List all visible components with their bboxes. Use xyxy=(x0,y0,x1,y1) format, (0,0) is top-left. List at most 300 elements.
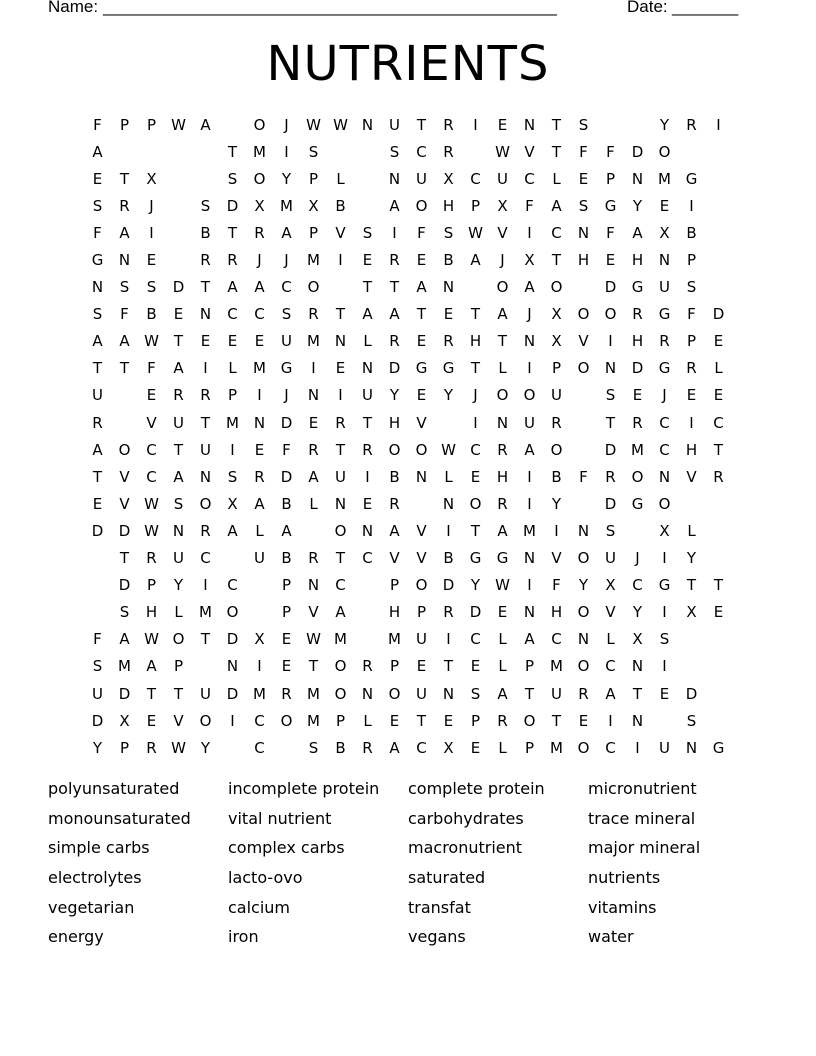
grid-letter[interactable]: A xyxy=(335,603,346,622)
grid-letter[interactable]: V xyxy=(146,413,157,432)
grid-letter[interactable]: R xyxy=(632,305,643,324)
grid-letter[interactable]: R xyxy=(497,494,508,513)
grid-letter[interactable]: R xyxy=(497,711,508,730)
name-blank-line[interactable]: ________________________________________________ xyxy=(103,0,557,16)
grid-letter[interactable]: T xyxy=(119,359,130,378)
grid-letter[interactable]: A xyxy=(254,494,265,513)
grid-letter[interactable]: F xyxy=(93,630,102,649)
grid-letter[interactable]: D xyxy=(388,359,401,378)
grid-letter[interactable]: M xyxy=(550,657,563,676)
grid-letter[interactable]: L xyxy=(255,521,264,540)
grid-letter[interactable] xyxy=(84,572,111,599)
grid-letter[interactable]: F xyxy=(282,440,291,459)
grid-letter[interactable] xyxy=(678,138,705,165)
grid-letter[interactable]: O xyxy=(496,278,509,297)
grid-letter[interactable]: P xyxy=(389,657,400,676)
grid-letter[interactable]: L xyxy=(714,359,723,378)
grid-letter[interactable]: I xyxy=(473,115,478,134)
grid-letter[interactable]: F xyxy=(417,223,426,242)
grid-letter[interactable]: S xyxy=(686,278,697,297)
grid-letter[interactable]: R xyxy=(389,251,400,270)
grid-letter[interactable]: N xyxy=(361,359,374,378)
grid-letter[interactable]: I xyxy=(446,521,451,540)
grid-letter[interactable]: N xyxy=(442,494,455,513)
grid-letter[interactable]: I xyxy=(149,223,154,242)
grid-letter[interactable]: R xyxy=(200,386,211,405)
grid-letter[interactable]: O xyxy=(577,359,590,378)
grid-letter[interactable] xyxy=(219,111,246,138)
grid-letter[interactable]: A xyxy=(173,467,184,486)
grid-letter[interactable]: N xyxy=(523,549,536,568)
grid-letter[interactable]: G xyxy=(442,359,455,378)
grid-letter[interactable]: E xyxy=(578,169,589,188)
grid-letter[interactable]: M xyxy=(307,684,320,703)
grid-letter[interactable]: A xyxy=(497,305,508,324)
grid-letter[interactable]: R xyxy=(659,332,670,351)
grid-letter[interactable]: A xyxy=(173,359,184,378)
grid-letter[interactable]: A xyxy=(389,738,400,757)
grid-letter[interactable]: E xyxy=(497,115,508,134)
grid-letter[interactable]: L xyxy=(336,169,345,188)
grid-letter[interactable]: I xyxy=(635,738,640,757)
grid-letter[interactable] xyxy=(570,490,597,517)
grid-letter[interactable] xyxy=(570,382,597,409)
grid-letter[interactable]: E xyxy=(470,738,481,757)
grid-letter[interactable]: H xyxy=(685,440,698,459)
grid-letter[interactable]: O xyxy=(253,115,266,134)
grid-letter[interactable]: E xyxy=(416,386,427,405)
grid-letter[interactable]: C xyxy=(362,549,373,568)
grid-letter[interactable]: D xyxy=(604,278,617,297)
grid-letter[interactable]: J xyxy=(149,196,154,215)
grid-letter[interactable] xyxy=(165,138,192,165)
grid-letter[interactable]: Y xyxy=(443,386,454,405)
grid-letter[interactable] xyxy=(354,165,381,192)
grid-letter[interactable]: O xyxy=(631,467,644,486)
grid-letter[interactable]: T xyxy=(416,711,427,730)
grid-letter[interactable]: T xyxy=(335,549,346,568)
grid-letter[interactable]: O xyxy=(523,711,536,730)
grid-letter[interactable]: X xyxy=(659,223,670,242)
grid-letter[interactable]: I xyxy=(527,223,532,242)
grid-letter[interactable]: P xyxy=(524,657,535,676)
grid-letter[interactable] xyxy=(273,734,300,761)
grid-letter[interactable]: O xyxy=(307,278,320,297)
grid-letter[interactable]: M xyxy=(334,630,347,649)
grid-letter[interactable]: M xyxy=(280,196,293,215)
grid-letter[interactable]: M xyxy=(307,711,320,730)
grid-letter[interactable]: G xyxy=(280,359,293,378)
grid-letter[interactable]: F xyxy=(687,305,696,324)
grid-letter[interactable] xyxy=(354,572,381,599)
grid-letter[interactable]: U xyxy=(389,115,400,134)
grid-letter[interactable]: A xyxy=(146,657,157,676)
grid-letter[interactable]: N xyxy=(442,278,455,297)
grid-letter[interactable]: T xyxy=(416,115,427,134)
grid-letter[interactable] xyxy=(705,517,732,544)
grid-letter[interactable]: U xyxy=(659,278,670,297)
grid-letter[interactable]: O xyxy=(577,738,590,757)
grid-letter[interactable]: C xyxy=(254,305,265,324)
grid-letter[interactable] xyxy=(165,219,192,246)
grid-letter[interactable]: F xyxy=(93,115,102,134)
grid-letter[interactable]: O xyxy=(118,440,131,459)
grid-letter[interactable]: V xyxy=(551,549,562,568)
grid-letter[interactable]: S xyxy=(470,684,481,703)
grid-letter[interactable]: X xyxy=(686,603,697,622)
grid-letter[interactable]: R xyxy=(308,305,319,324)
grid-letter[interactable]: T xyxy=(146,684,157,703)
grid-letter[interactable]: L xyxy=(606,630,615,649)
grid-letter[interactable]: T xyxy=(200,630,211,649)
grid-letter[interactable]: C xyxy=(632,576,643,595)
grid-letter[interactable]: I xyxy=(527,494,532,513)
grid-letter[interactable]: G xyxy=(91,251,104,270)
grid-letter[interactable]: O xyxy=(415,196,428,215)
grid-letter[interactable]: T xyxy=(335,305,346,324)
grid-letter[interactable]: S xyxy=(173,494,184,513)
grid-letter[interactable]: O xyxy=(388,684,401,703)
grid-letter[interactable]: D xyxy=(91,521,104,540)
grid-letter[interactable]: N xyxy=(361,521,374,540)
grid-letter[interactable]: P xyxy=(308,223,319,242)
grid-letter[interactable]: A xyxy=(227,521,238,540)
grid-letter[interactable]: O xyxy=(280,711,293,730)
grid-letter[interactable]: O xyxy=(469,494,482,513)
grid-letter[interactable] xyxy=(192,138,219,165)
grid-letter[interactable]: E xyxy=(443,305,454,324)
grid-letter[interactable]: B xyxy=(200,223,211,242)
grid-letter[interactable] xyxy=(111,138,138,165)
grid-letter[interactable]: E xyxy=(173,305,184,324)
grid-letter[interactable]: T xyxy=(362,278,373,297)
grid-letter[interactable]: I xyxy=(284,142,289,161)
grid-letter[interactable]: N xyxy=(361,684,374,703)
grid-letter[interactable]: D xyxy=(685,684,698,703)
grid-letter[interactable]: P xyxy=(605,169,616,188)
grid-letter[interactable] xyxy=(165,192,192,219)
grid-letter[interactable]: Y xyxy=(551,494,562,513)
grid-letter[interactable]: M xyxy=(253,684,266,703)
grid-letter[interactable]: H xyxy=(388,413,401,432)
grid-letter[interactable]: T xyxy=(227,142,238,161)
grid-letter[interactable]: L xyxy=(498,657,507,676)
grid-letter[interactable]: R xyxy=(254,223,265,242)
grid-letter[interactable]: V xyxy=(416,521,427,540)
grid-letter[interactable]: R xyxy=(686,115,697,134)
grid-letter[interactable] xyxy=(678,653,705,680)
grid-letter[interactable]: D xyxy=(604,494,617,513)
grid-letter[interactable]: I xyxy=(203,359,208,378)
grid-letter[interactable]: C xyxy=(281,278,292,297)
grid-letter[interactable]: B xyxy=(281,494,292,513)
grid-letter[interactable]: U xyxy=(92,684,103,703)
grid-letter[interactable] xyxy=(327,138,354,165)
grid-letter[interactable]: T xyxy=(389,278,400,297)
grid-letter[interactable]: N xyxy=(334,332,347,351)
grid-letter[interactable]: A xyxy=(119,332,130,351)
grid-letter[interactable]: E xyxy=(335,359,346,378)
grid-letter[interactable]: R xyxy=(443,603,454,622)
grid-letter[interactable]: P xyxy=(227,386,238,405)
grid-letter[interactable]: O xyxy=(658,142,671,161)
grid-letter[interactable]: N xyxy=(415,467,428,486)
grid-letter[interactable]: N xyxy=(442,684,455,703)
grid-letter[interactable] xyxy=(246,599,273,626)
grid-letter[interactable]: R xyxy=(227,251,238,270)
grid-letter[interactable]: F xyxy=(579,467,588,486)
grid-letter[interactable]: J xyxy=(500,251,505,270)
grid-letter[interactable]: P xyxy=(281,576,292,595)
grid-letter[interactable]: V xyxy=(686,467,697,486)
grid-letter[interactable] xyxy=(354,599,381,626)
grid-letter[interactable]: T xyxy=(416,305,427,324)
grid-letter[interactable]: T xyxy=(173,440,184,459)
grid-letter[interactable]: O xyxy=(577,603,590,622)
grid-letter[interactable]: B xyxy=(335,196,346,215)
grid-letter[interactable]: L xyxy=(444,467,453,486)
grid-letter[interactable] xyxy=(678,626,705,653)
grid-letter[interactable]: A xyxy=(92,332,103,351)
grid-letter[interactable]: R xyxy=(632,413,643,432)
grid-letter[interactable]: T xyxy=(362,413,373,432)
grid-letter[interactable]: W xyxy=(441,440,456,459)
grid-letter[interactable] xyxy=(651,707,678,734)
grid-letter[interactable]: U xyxy=(335,467,346,486)
grid-letter[interactable]: T xyxy=(200,278,211,297)
grid-letter[interactable]: R xyxy=(308,440,319,459)
grid-letter[interactable]: E xyxy=(92,169,103,188)
grid-letter[interactable]: I xyxy=(662,657,667,676)
grid-letter[interactable]: N xyxy=(523,332,536,351)
grid-letter[interactable]: R xyxy=(605,467,616,486)
grid-letter[interactable]: F xyxy=(579,142,588,161)
grid-letter[interactable]: T xyxy=(200,413,211,432)
grid-letter[interactable]: E xyxy=(254,332,265,351)
grid-letter[interactable]: C xyxy=(416,142,427,161)
grid-letter[interactable]: M xyxy=(658,169,671,188)
grid-letter[interactable]: Y xyxy=(281,169,292,188)
grid-letter[interactable]: A xyxy=(632,223,643,242)
grid-letter[interactable]: G xyxy=(415,359,428,378)
grid-letter[interactable]: F xyxy=(525,196,534,215)
grid-letter[interactable]: P xyxy=(470,711,481,730)
grid-letter[interactable]: X xyxy=(659,521,670,540)
grid-letter[interactable]: R xyxy=(362,738,373,757)
grid-letter[interactable]: P xyxy=(281,603,292,622)
grid-letter[interactable]: U xyxy=(173,413,184,432)
grid-letter[interactable]: S xyxy=(362,223,373,242)
grid-letter[interactable]: C xyxy=(254,738,265,757)
grid-letter[interactable]: I xyxy=(338,251,343,270)
grid-letter[interactable]: I xyxy=(446,630,451,649)
grid-letter[interactable]: E xyxy=(605,251,616,270)
grid-letter[interactable]: E xyxy=(578,711,589,730)
grid-letter[interactable]: P xyxy=(686,251,697,270)
grid-letter[interactable] xyxy=(705,246,732,273)
grid-letter[interactable] xyxy=(705,192,732,219)
grid-letter[interactable]: T xyxy=(632,684,643,703)
grid-letter[interactable]: U xyxy=(524,413,535,432)
grid-letter[interactable] xyxy=(705,626,732,653)
grid-letter[interactable]: F xyxy=(147,359,156,378)
grid-letter[interactable]: D xyxy=(604,440,617,459)
grid-letter[interactable]: T xyxy=(119,169,130,188)
grid-letter[interactable]: J xyxy=(257,251,262,270)
grid-letter[interactable]: S xyxy=(605,386,616,405)
grid-letter[interactable]: E xyxy=(659,684,670,703)
grid-letter[interactable]: R xyxy=(389,332,400,351)
grid-letter[interactable]: T xyxy=(713,440,724,459)
grid-letter[interactable]: R xyxy=(254,467,265,486)
grid-letter[interactable]: E xyxy=(200,332,211,351)
grid-letter[interactable]: N xyxy=(577,521,590,540)
grid-letter[interactable]: T xyxy=(92,359,103,378)
grid-letter[interactable] xyxy=(570,409,597,436)
grid-letter[interactable]: C xyxy=(659,440,670,459)
grid-letter[interactable]: E xyxy=(146,386,157,405)
grid-letter[interactable] xyxy=(354,192,381,219)
grid-letter[interactable]: C xyxy=(200,549,211,568)
grid-letter[interactable]: W xyxy=(144,521,159,540)
grid-letter[interactable] xyxy=(435,409,462,436)
grid-letter[interactable]: A xyxy=(308,467,319,486)
grid-letter[interactable]: T xyxy=(470,521,481,540)
grid-letter[interactable]: D xyxy=(118,521,131,540)
grid-letter[interactable]: A xyxy=(227,278,238,297)
grid-letter[interactable]: O xyxy=(658,494,671,513)
grid-letter[interactable]: E xyxy=(470,657,481,676)
grid-letter[interactable]: O xyxy=(550,278,563,297)
grid-letter[interactable]: U xyxy=(551,684,562,703)
grid-letter[interactable]: N xyxy=(577,223,590,242)
grid-letter[interactable]: A xyxy=(416,278,427,297)
grid-letter[interactable]: R xyxy=(92,413,103,432)
grid-letter[interactable]: D xyxy=(442,576,455,595)
grid-letter[interactable]: T xyxy=(92,467,103,486)
grid-letter[interactable]: N xyxy=(523,603,536,622)
grid-letter[interactable]: A xyxy=(389,305,400,324)
grid-letter[interactable]: O xyxy=(577,549,590,568)
grid-letter[interactable]: L xyxy=(687,521,696,540)
grid-letter[interactable]: T xyxy=(173,684,184,703)
grid-letter[interactable]: B xyxy=(443,549,454,568)
grid-letter[interactable]: L xyxy=(174,603,183,622)
grid-letter[interactable]: C xyxy=(227,305,238,324)
grid-letter[interactable]: C xyxy=(605,657,616,676)
grid-letter[interactable]: N xyxy=(172,521,185,540)
grid-letter[interactable]: G xyxy=(496,549,509,568)
grid-letter[interactable]: S xyxy=(578,196,589,215)
grid-letter[interactable]: H xyxy=(469,332,482,351)
grid-letter[interactable]: I xyxy=(230,440,235,459)
grid-letter[interactable]: V xyxy=(119,467,130,486)
grid-letter[interactable] xyxy=(354,626,381,653)
grid-letter[interactable] xyxy=(138,138,165,165)
grid-letter[interactable]: N xyxy=(199,467,212,486)
grid-letter[interactable]: O xyxy=(523,386,536,405)
grid-letter[interactable]: V xyxy=(416,549,427,568)
grid-letter[interactable]: P xyxy=(470,196,481,215)
grid-letter[interactable]: X xyxy=(497,196,508,215)
grid-letter[interactable]: S xyxy=(92,305,103,324)
grid-letter[interactable] xyxy=(624,111,651,138)
grid-letter[interactable]: O xyxy=(334,684,347,703)
grid-letter[interactable]: N xyxy=(658,251,671,270)
grid-letter[interactable] xyxy=(219,545,246,572)
grid-letter[interactable] xyxy=(462,138,489,165)
grid-letter[interactable] xyxy=(192,165,219,192)
grid-letter[interactable]: D xyxy=(280,413,293,432)
grid-letter[interactable] xyxy=(300,517,327,544)
grid-letter[interactable]: P xyxy=(551,359,562,378)
grid-letter[interactable]: S xyxy=(92,196,103,215)
grid-letter[interactable]: J xyxy=(527,305,532,324)
grid-letter[interactable]: X xyxy=(443,169,454,188)
grid-letter[interactable]: C xyxy=(227,576,238,595)
grid-letter[interactable]: S xyxy=(227,467,238,486)
grid-letter[interactable]: O xyxy=(334,657,347,676)
grid-letter[interactable] xyxy=(597,111,624,138)
grid-letter[interactable]: V xyxy=(605,603,616,622)
grid-letter[interactable]: P xyxy=(389,576,400,595)
grid-letter[interactable]: G xyxy=(658,305,671,324)
grid-letter[interactable]: I xyxy=(473,413,478,432)
grid-letter[interactable] xyxy=(570,436,597,463)
grid-letter[interactable]: A xyxy=(119,223,130,242)
grid-letter[interactable]: R xyxy=(173,386,184,405)
grid-letter[interactable]: X xyxy=(551,332,562,351)
grid-letter[interactable]: F xyxy=(120,305,129,324)
grid-letter[interactable]: R xyxy=(443,332,454,351)
grid-letter[interactable]: I xyxy=(311,359,316,378)
grid-letter[interactable]: A xyxy=(281,223,292,242)
grid-letter[interactable]: A xyxy=(281,521,292,540)
grid-letter[interactable]: D xyxy=(631,359,644,378)
grid-letter[interactable]: H xyxy=(496,467,509,486)
grid-letter[interactable] xyxy=(705,653,732,680)
grid-letter[interactable]: S xyxy=(578,115,589,134)
grid-letter[interactable]: W xyxy=(495,142,510,161)
grid-letter[interactable]: D xyxy=(172,278,185,297)
grid-letter[interactable]: U xyxy=(362,386,373,405)
grid-letter[interactable]: F xyxy=(606,223,615,242)
grid-letter[interactable]: E xyxy=(713,603,724,622)
grid-letter[interactable]: S xyxy=(308,142,319,161)
grid-letter[interactable]: W xyxy=(144,332,159,351)
grid-letter[interactable] xyxy=(165,246,192,273)
grid-letter[interactable]: V xyxy=(416,413,427,432)
grid-letter[interactable]: R xyxy=(443,142,454,161)
grid-letter[interactable]: U xyxy=(200,440,211,459)
grid-letter[interactable] xyxy=(246,572,273,599)
grid-letter[interactable]: W xyxy=(333,115,348,134)
grid-letter[interactable]: X xyxy=(119,711,130,730)
grid-letter[interactable]: E xyxy=(470,467,481,486)
grid-letter[interactable]: A xyxy=(119,630,130,649)
grid-letter[interactable]: T xyxy=(173,332,184,351)
grid-letter[interactable]: M xyxy=(253,142,266,161)
grid-letter[interactable]: N xyxy=(334,494,347,513)
grid-letter[interactable]: P xyxy=(146,576,157,595)
grid-letter[interactable]: C xyxy=(659,413,670,432)
grid-letter[interactable]: M xyxy=(199,603,212,622)
grid-letter[interactable]: R xyxy=(497,440,508,459)
grid-letter[interactable]: M xyxy=(307,251,320,270)
grid-letter[interactable]: B xyxy=(686,223,697,242)
grid-letter[interactable]: R xyxy=(146,738,157,757)
grid-letter[interactable] xyxy=(462,274,489,301)
